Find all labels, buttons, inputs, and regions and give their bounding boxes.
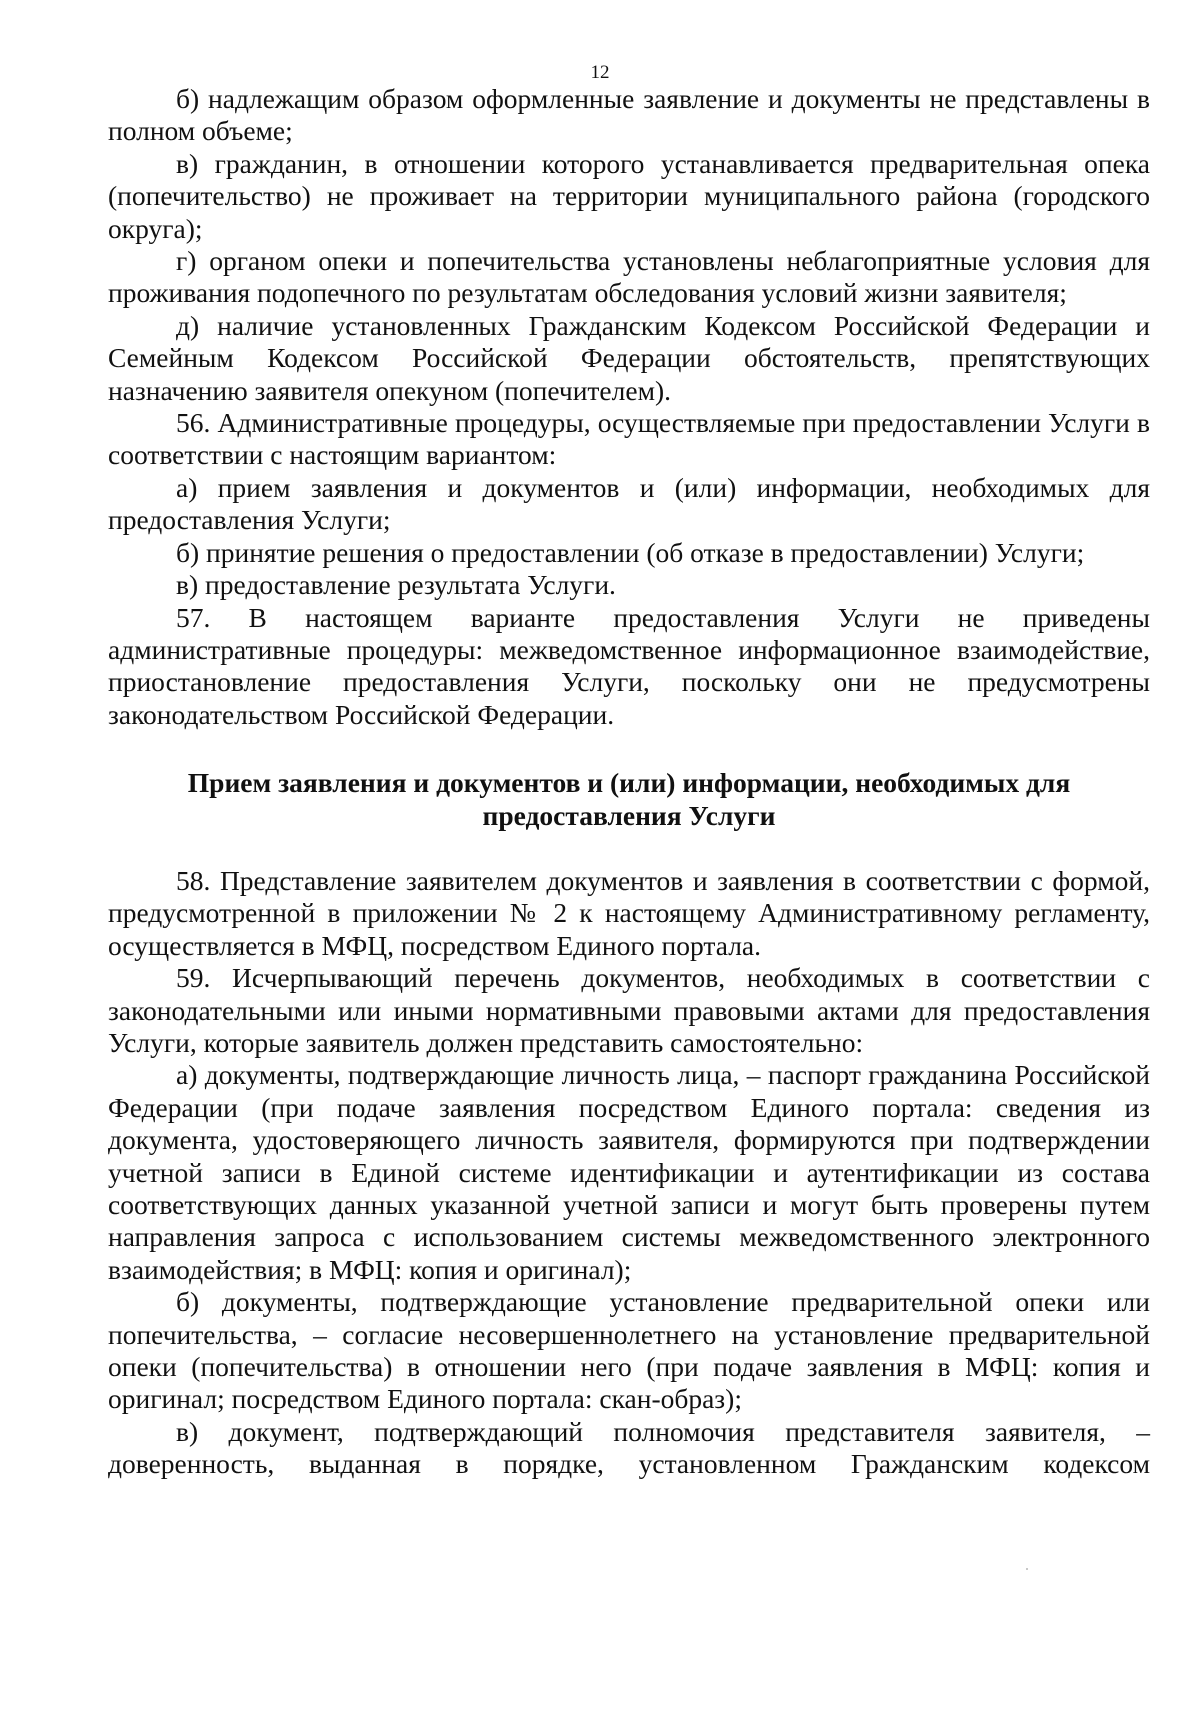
paragraph-59-document-list: 59. Исчерпывающий перечень документов, необходимых в соответствии с законодательными или иными нормативными правовыми актами для предоставления Услуги, которые заявитель должен представить самостоятельно: — [108, 962, 1150, 1058]
paragraph-59b-guardianship: б) документы, подтверждающие установление предварительной опеки или попечительства, – согласие несовершеннолетнего на установление предварительной опеки (попечительства) в отношении него (при подаче заявления в МФЦ: копия и оригинал; посредством Единого портала: скан-образ); — [108, 1286, 1150, 1415]
paragraph-d-obstacles: д) наличие установленных Гражданским Кодексом Российской Федерации и Семейным Кодексом Российской Федерации обстоятельств, препятствующих назначению заявителя опекуном (попечителем). — [108, 309, 1150, 406]
paragraph-59v-representative: в) документ, подтверждающий полномочия представителя заявителя, – доверенность, выданная в порядке, установленном Гражданским кодексом — [108, 1415, 1150, 1480]
paragraph-57-not-applicable: 57. В настоящем варианте предоставления Услуги не приведены административные процедуры: межведомственное информационное взаимодействие, приостановление предоставления Услуги, поскольку они не предусмотрены законодательством Российской Федерации. — [108, 601, 1150, 730]
section-heading — [108, 767, 1150, 832]
page-number: 12 — [590, 62, 610, 83]
section-heading-line-2: предоставления Услуги — [482, 799, 776, 831]
scan-speck — [1026, 1568, 1028, 1570]
paragraph-v-not-resident: в) гражданин, в отношении которого устанавливается предварительная опека (попечительство) не проживает на территории муниципального района (городского округа); — [108, 147, 1150, 244]
paragraph-58-submission: 58. Представление заявителем документов и заявления в соответствии с формой, предусмотренной в приложении № 2 к настоящему Административному регламенту, осуществляется в МФЦ, посредством Единого портала. — [108, 864, 1150, 961]
paragraph-56a-reception: а) прием заявления и документов и (или) информации, необходимых для предоставления Услуги; — [108, 471, 1150, 536]
paragraph-56-procedures: 56. Административные процедуры, осуществляемые при предоставлении Услуги в соответствии с настоящим вариантом: — [108, 407, 1150, 471]
paragraph-g-unfavourable-conditions: г) органом опеки и попечительства установлены неблагоприятные условия для проживания подопечного по результатам обследования условий жизни заявителя; — [108, 245, 1150, 309]
paragraph-56v-result: в) предоставление результата Услуги. — [176, 569, 616, 601]
document-body — [108, 83, 1150, 1481]
paragraph-56b-decision: б) принятие решения о предоставлении (об отказе в предоставлении) Услуги; — [176, 536, 1085, 568]
section-heading-line-1: Прием заявления и документов и (или) информации, необходимых для — [187, 767, 1071, 799]
paragraph-b-incomplete-documents: б) надлежащим образом оформленные заявление и документы не представлены в полном объеме; — [108, 83, 1150, 147]
paragraph-59a-identity: а) документы, подтверждающие личность лица, – паспорт гражданина Российской Федерации (при подаче заявления посредством Единого портала: сведения из документа, удостоверяющего личность заявителя, формируются при подтверждении учетной записи в Единой системе идентификации и аутентификации из состава соответствующих данных указанной учетной записи и могут быть проверены путем направления запроса с использованием системы межведомственного электронного взаимодействия; в МФЦ: копия и оригинал); — [108, 1059, 1150, 1285]
